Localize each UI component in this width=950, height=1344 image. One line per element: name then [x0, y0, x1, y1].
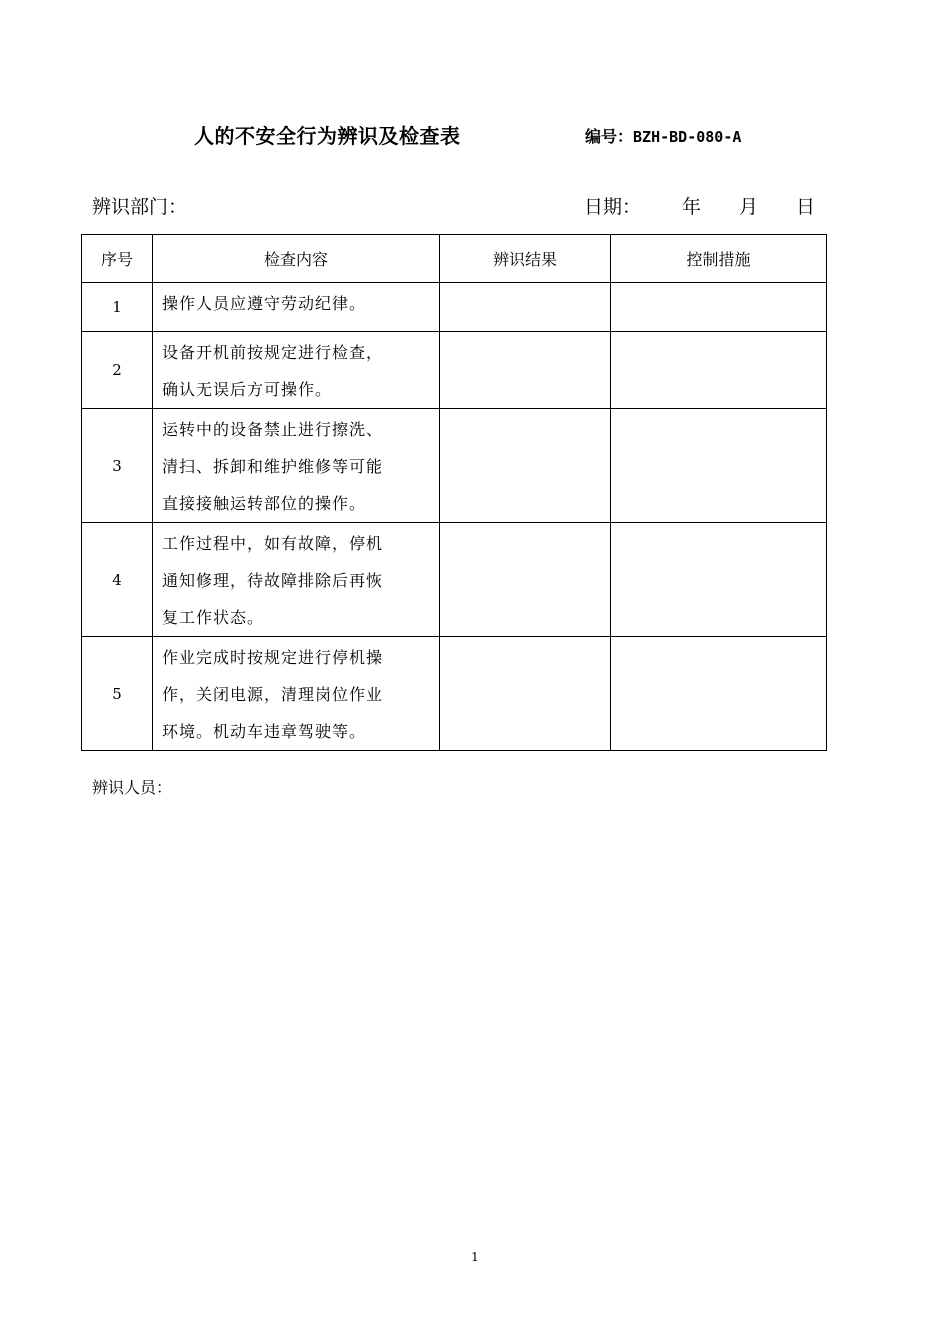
content-line: 环境。机动车违章驾驶等。 — [162, 722, 367, 741]
row-seq: 1 — [82, 283, 153, 332]
code-label: 编号： — [585, 127, 634, 146]
content-line: 工作过程中，如有故障，停机 — [162, 534, 384, 553]
date-month: 月 — [739, 196, 759, 218]
inspector-field — [92, 775, 172, 798]
header-content: 检查内容 — [153, 235, 440, 283]
content-line: 清扫、拆卸和维护维修等可能 — [162, 457, 384, 476]
date-label: 日期： — [584, 196, 642, 218]
document-title: 人的不安全行为辨识及检查表 — [194, 124, 461, 148]
measure-cell[interactable] — [611, 523, 827, 637]
inspection-table — [81, 234, 827, 751]
content-line: 通知修理，待故障排除后再恢 — [162, 571, 384, 590]
header-measure: 控制措施 — [611, 235, 827, 283]
department-label: 辨识部门： — [92, 196, 188, 218]
content-line: 操作人员应遵守劳动纪律。 — [162, 294, 367, 313]
code-value: BZH-BD-080-A — [633, 128, 742, 146]
table-row — [82, 523, 827, 637]
content-line: 直接接触运转部位的操作。 — [162, 494, 367, 513]
content-line: 确认无误后方可操作。 — [162, 380, 333, 399]
result-cell[interactable] — [440, 332, 611, 409]
row-seq: 5 — [82, 637, 153, 751]
table-row — [82, 332, 827, 409]
result-cell[interactable] — [440, 409, 611, 523]
table-row — [82, 637, 827, 751]
date-field — [584, 192, 815, 219]
department-field — [92, 192, 187, 219]
result-cell[interactable] — [440, 523, 611, 637]
content-line: 复工作状态。 — [162, 608, 265, 627]
header-seq: 序号 — [82, 235, 153, 283]
header-result: 辨识结果 — [440, 235, 611, 283]
content-line: 设备开机前按规定进行检查， — [162, 343, 384, 362]
row-content — [153, 332, 440, 409]
measure-cell[interactable] — [611, 637, 827, 751]
content-line: 作业完成时按规定进行停机操 — [162, 648, 384, 667]
measure-cell[interactable] — [611, 409, 827, 523]
inspector-label: 辨识人员： — [92, 778, 173, 797]
table-row — [82, 409, 827, 523]
content-line: 运转中的设备禁止进行擦洗、 — [162, 420, 384, 439]
table-header-row — [82, 235, 827, 283]
row-seq: 4 — [82, 523, 153, 637]
page-number: 1 — [471, 1250, 479, 1264]
date-year: 年 — [682, 196, 702, 218]
date-day: 日 — [796, 196, 816, 218]
row-content — [153, 637, 440, 751]
row-seq: 2 — [82, 332, 153, 409]
row-content — [153, 283, 440, 332]
result-cell[interactable] — [440, 283, 611, 332]
measure-cell[interactable] — [611, 332, 827, 409]
table-row — [82, 283, 827, 332]
result-cell[interactable] — [440, 637, 611, 751]
row-content — [153, 409, 440, 523]
measure-cell[interactable] — [611, 283, 827, 332]
content-line: 作，关闭电源，清理岗位作业 — [162, 685, 384, 704]
row-seq: 3 — [82, 409, 153, 523]
row-content — [153, 523, 440, 637]
document-code — [585, 124, 741, 147]
